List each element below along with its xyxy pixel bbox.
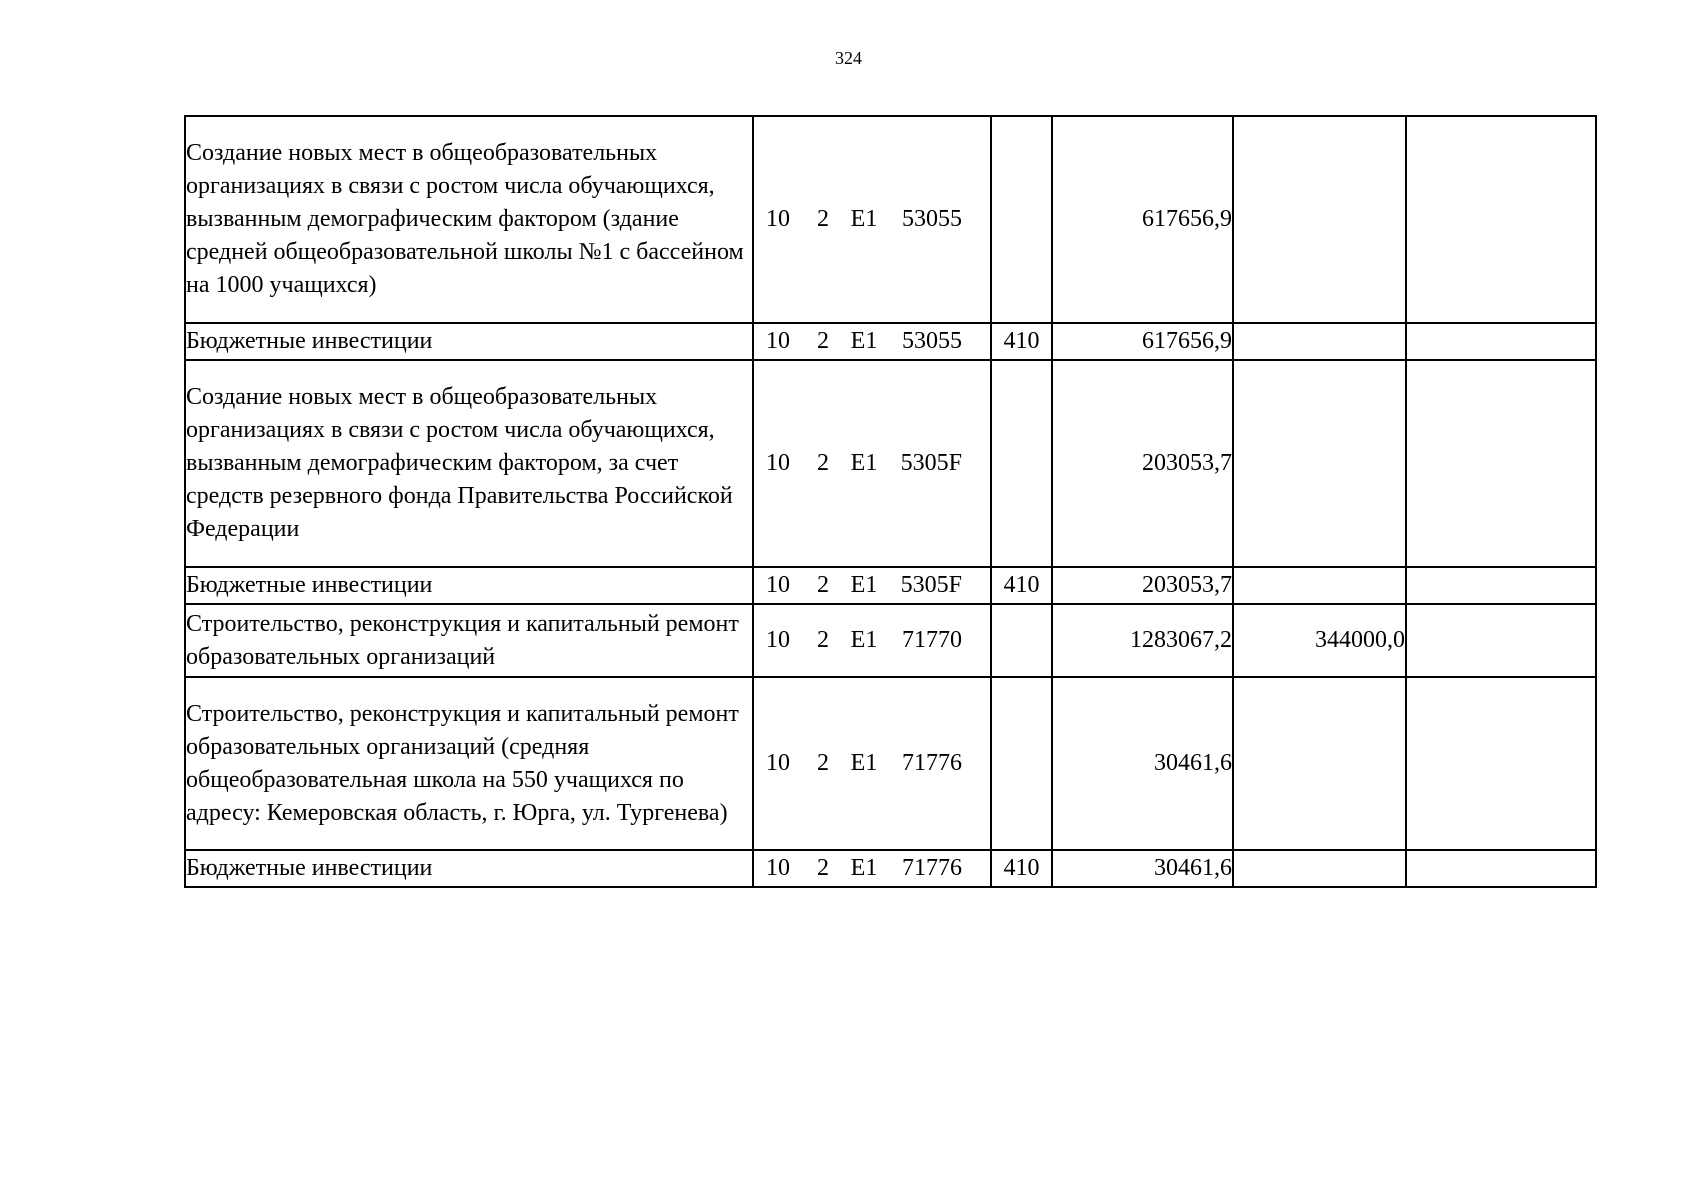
budget-table xyxy=(184,115,1597,888)
direction-code: 53055 xyxy=(902,328,962,354)
project-code: Е1 xyxy=(850,627,878,653)
sum-year-1: 30461,6 xyxy=(1052,850,1233,887)
row-codes xyxy=(753,850,991,887)
sum-year-3 xyxy=(1406,360,1596,567)
row-name: Создание новых мест в общеобразовательных организациях в связи с ростом числа обучающихся, вызванным демографическим фактором (здание средней общеобразовательной школы №1 с бассейном на 1000 учащихся) xyxy=(185,116,753,323)
section-code: 10 xyxy=(766,627,790,653)
row-name: Создание новых мест в общеобразовательных организациях в связи с ростом числа обучающихся, вызванным демографическим фактором, за счет средств резервного фонда Правительства Российской Федерации xyxy=(185,360,753,567)
sum-year-3 xyxy=(1406,604,1596,677)
expense-type-code: 410 xyxy=(991,323,1052,360)
direction-code: 71770 xyxy=(902,627,962,653)
table-row xyxy=(185,323,1596,360)
row-codes xyxy=(753,116,991,323)
sum-year-1: 30461,6 xyxy=(1052,677,1233,850)
sum-year-3 xyxy=(1406,116,1596,323)
row-name: Бюджетные инвестиции xyxy=(185,850,753,887)
sum-year-1: 203053,7 xyxy=(1052,567,1233,604)
section-code: 10 xyxy=(766,572,790,598)
sum-year-1: 617656,9 xyxy=(1052,116,1233,323)
project-code: Е1 xyxy=(850,572,878,598)
sum-year-1: 203053,7 xyxy=(1052,360,1233,567)
direction-code: 71776 xyxy=(902,855,962,881)
direction-code: 5305F xyxy=(900,450,962,476)
sum-year-2: 344000,0 xyxy=(1233,604,1406,677)
sum-year-2 xyxy=(1233,850,1406,887)
program-code: 2 xyxy=(817,206,829,232)
project-code: Е1 xyxy=(850,750,878,776)
program-code: 2 xyxy=(817,627,829,653)
row-codes xyxy=(753,677,991,850)
direction-code: 5305F xyxy=(900,572,962,598)
sum-year-1: 617656,9 xyxy=(1052,323,1233,360)
project-code: Е1 xyxy=(850,328,878,354)
sum-year-3 xyxy=(1406,850,1596,887)
table-row xyxy=(185,116,1596,323)
sum-year-2 xyxy=(1233,116,1406,323)
sum-year-2 xyxy=(1233,323,1406,360)
direction-code: 71776 xyxy=(902,750,962,776)
program-code: 2 xyxy=(817,328,829,354)
project-code: Е1 xyxy=(850,450,878,476)
sum-year-3 xyxy=(1406,323,1596,360)
sum-year-3 xyxy=(1406,677,1596,850)
section-code: 10 xyxy=(766,450,790,476)
table-row xyxy=(185,567,1596,604)
sum-year-2 xyxy=(1233,360,1406,567)
sum-year-3 xyxy=(1406,567,1596,604)
program-code: 2 xyxy=(817,572,829,598)
expense-type-code xyxy=(991,360,1052,567)
expense-type-code xyxy=(991,116,1052,323)
program-code: 2 xyxy=(817,450,829,476)
expense-type-code xyxy=(991,604,1052,677)
table-row xyxy=(185,677,1596,850)
row-name: Строительство, реконструкция и капитальный ремонт образовательных организаций xyxy=(185,604,753,677)
row-codes xyxy=(753,567,991,604)
table-row xyxy=(185,604,1596,677)
program-code: 2 xyxy=(817,855,829,881)
row-name: Бюджетные инвестиции xyxy=(185,323,753,360)
program-code: 2 xyxy=(817,750,829,776)
section-code: 10 xyxy=(766,206,790,232)
expense-type-code: 410 xyxy=(991,567,1052,604)
section-code: 10 xyxy=(766,750,790,776)
table-row xyxy=(185,850,1596,887)
section-code: 10 xyxy=(766,328,790,354)
direction-code: 53055 xyxy=(902,206,962,232)
row-name: Строительство, реконструкция и капитальный ремонт образовательных организаций (средняя общеобразовательная школа на 550 учащихся по адресу: Кемеровская область, г. Юрга, ул. Тургенева) xyxy=(185,677,753,850)
project-code: Е1 xyxy=(850,855,878,881)
project-code: Е1 xyxy=(850,206,878,232)
sum-year-2 xyxy=(1233,677,1406,850)
expense-type-code xyxy=(991,677,1052,850)
table-row xyxy=(185,360,1596,567)
sum-year-1: 1283067,2 xyxy=(1052,604,1233,677)
row-codes xyxy=(753,360,991,567)
row-codes xyxy=(753,323,991,360)
sum-year-2 xyxy=(1233,567,1406,604)
expense-type-code: 410 xyxy=(991,850,1052,887)
row-codes xyxy=(753,604,991,677)
page-number: 324 xyxy=(835,48,862,68)
row-name: Бюджетные инвестиции xyxy=(185,567,753,604)
section-code: 10 xyxy=(766,855,790,881)
